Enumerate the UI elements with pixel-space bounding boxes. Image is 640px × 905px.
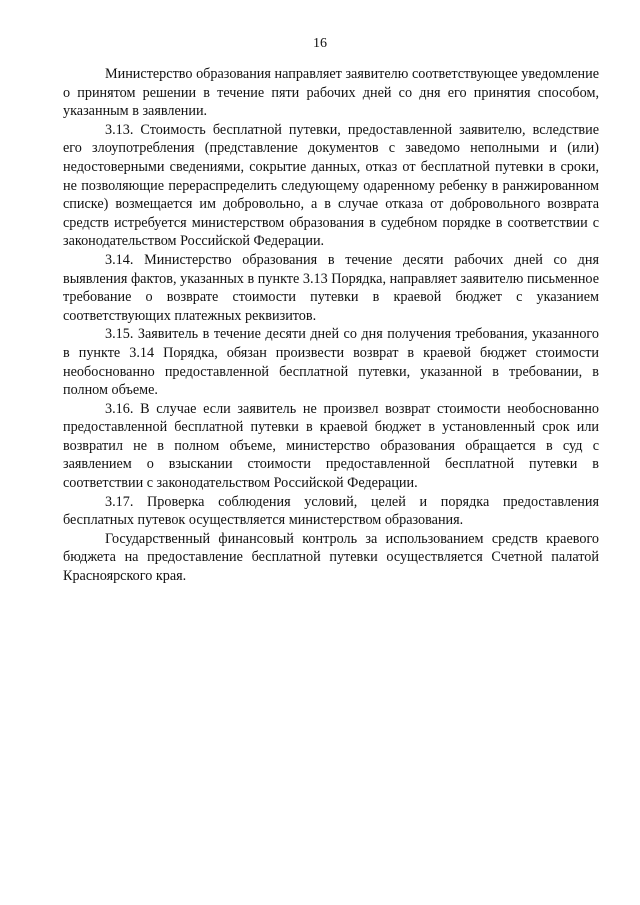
paragraph-financial-control: Государственный финансовый контроль за использованием средств краевого бюджета на предоставление бесплатной путевки осуществляется Счетной палатой Красноярского края. — [63, 530, 599, 585]
paragraph-notification: Министерство образования направляет заявителю соответствующее уведомление о принятом решении в течение пяти рабочих дней со дня его принятия способом, указанным в заявлении. — [63, 66, 599, 120]
paragraph-3-14: 3.14. Министерство образования в течение десяти рабочих дней со дня выявления фактов, указанных в пункте 3.13 Порядка, направляет заявителю письменное требование о возврате стоимости путевки в краевой бюджет с указанием соответствующих платежных реквизитов. — [63, 251, 599, 324]
paragraph-3-15: 3.15. Заявитель в течение десяти дней со дня получения требования, указанного в пункте 3.14 Порядка, обязан произвести возврат в краевой бюджет стоимости необоснованно предоставленной бесплатной путевки, указанной в требовании, в полном объеме. — [63, 326, 599, 399]
page-number: 16 — [313, 36, 327, 51]
paragraph-3-13: 3.13. Стоимость бесплатной путевки, предоставленной заявителю, вследствие его злоупотребления (представление документов с заведомо неполными и (или) недостоверными сведениями, сокрытие данных, отказ от бесплатной путевки в сроки, не позволяющие перераспределить следующему одаренному ребенку в ранжированном списке) возмещается им добровольно, а в случае отказа от добровольного возврата средств истребуется министерством образования в судебном порядке в соответствии с законодательством Российской Федерации. — [63, 121, 599, 250]
document-body — [63, 65, 599, 586]
paragraph-3-17: 3.17. Проверка соблюдения условий, целей и порядка предоставления бесплатных путевок осуществляется министерством образования. — [63, 493, 599, 529]
paragraph-3-16: 3.16. В случае если заявитель не произвел возврат стоимости необоснованно предоставленной бесплатной путевки в краевой бюджет в установленный срок или возвратил не в полном объеме, министерство образования обращается в суд с заявлением о взыскании стоимости предоставленной бесплатной путевки в соответствии с законодательством Российской Федерации. — [63, 400, 599, 492]
